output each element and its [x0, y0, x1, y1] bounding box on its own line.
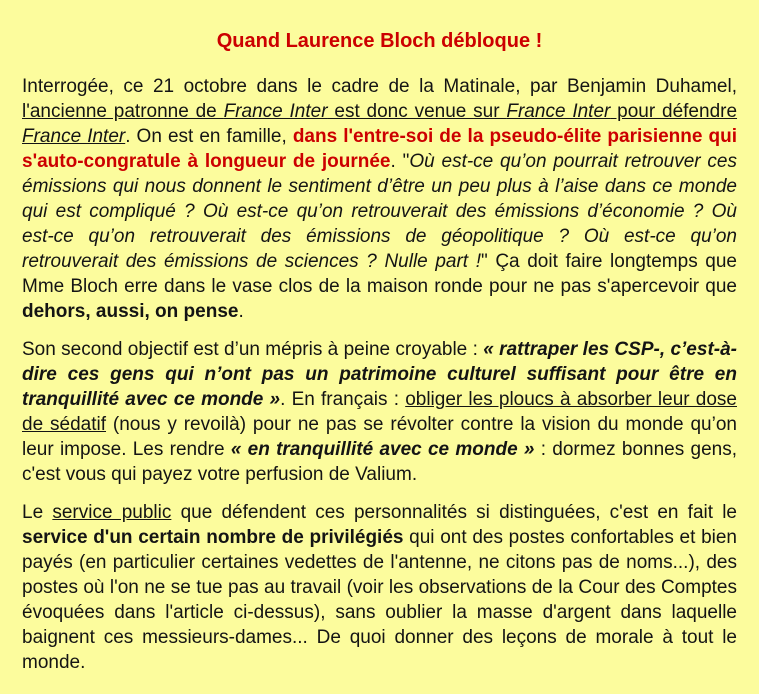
text-run: Le — [22, 502, 53, 523]
text-run: . " — [390, 151, 410, 172]
text-run: pour défendre — [610, 101, 738, 122]
text-run: . On est en famille, — [125, 126, 293, 147]
text-run: France Inter — [223, 101, 328, 122]
text-run: dehors, aussi, on pense — [22, 301, 239, 322]
text-run: service public — [52, 502, 172, 523]
text-run: Interrogée, ce 21 octobre dans le cadre de la Matinale, par Benjamin Duhamel, — [22, 76, 737, 97]
text-run: " Ça doit faire longtemps que Mme Bloch erre dans le vase clos de la maison ronde pour ne pas s'apercevoir que — [22, 251, 737, 297]
text-run: service d'un certain nombre de privilégiés — [22, 527, 404, 548]
text-run: Son second objectif est d’un mépris à peine croyable : — [22, 339, 484, 360]
text-run: « rattraper les CSP-, c’est-à-dire ces gens qui n’ont pas un patrimoine culturel suffisant pour être en tranquillité avec ce monde » — [22, 339, 737, 410]
paragraph — [22, 74, 737, 324]
text-run: qui ont des postes confortables et bien payés (en particulier certaines vedettes de l'antenne, ne citons pas de noms...), des postes où l'on ne se tue pas au travail (voir les observations de la Cour des Comptes évoquées dans l'article ci-dessus), sans oublier la masse d'argent dans laquelle baignent ces messieurs-dames... De quoi donner des leçons de morale à tout le monde. — [22, 527, 737, 673]
text-run: dans l'entre-soi de la pseudo-élite parisienne qui s'auto-congratule à longueur de journée — [22, 126, 737, 172]
text-run: est donc venue sur — [327, 101, 507, 122]
text-run: Où est-ce qu’on pourrait retrouver ces émissions qui nous donnent le sentiment d’être un peu plus à l’aise dans ce monde qui est compliqué ? Où est-ce qu’on retrouverait des émissions d’économie ? Où est-ce qu’on retrouverait des émissions de géopolitique ? Où est-ce qu’on retrouverait des émissions de sciences ? Nulle part ! — [22, 151, 737, 272]
paragraph — [22, 500, 737, 675]
text-run: l'ancienne patronne de — [22, 101, 224, 122]
paragraph — [22, 337, 737, 487]
article-title: Quand Laurence Bloch débloque ! — [216, 30, 543, 52]
text-run: obliger les ploucs à absorber leur dose de sédatif — [22, 389, 737, 435]
text-run: « en tranquillité avec ce monde » — [230, 439, 535, 460]
text-run: : dormez bonnes gens, c'est vous qui payez votre perfusion de Valium. — [22, 439, 737, 485]
text-run: que défendent ces personnalités si distinguées, c'est en fait le — [171, 502, 738, 523]
text-run: . — [238, 301, 244, 322]
text-run: France Inter — [22, 126, 126, 147]
text-run: (nous y revoilà) pour ne pas se révolter contre la vision du monde qu’on leur impose. Les rendre — [22, 414, 737, 460]
text-run: . En français : — [280, 389, 406, 410]
article-body — [22, 74, 737, 675]
text-run: France Inter — [506, 101, 611, 122]
